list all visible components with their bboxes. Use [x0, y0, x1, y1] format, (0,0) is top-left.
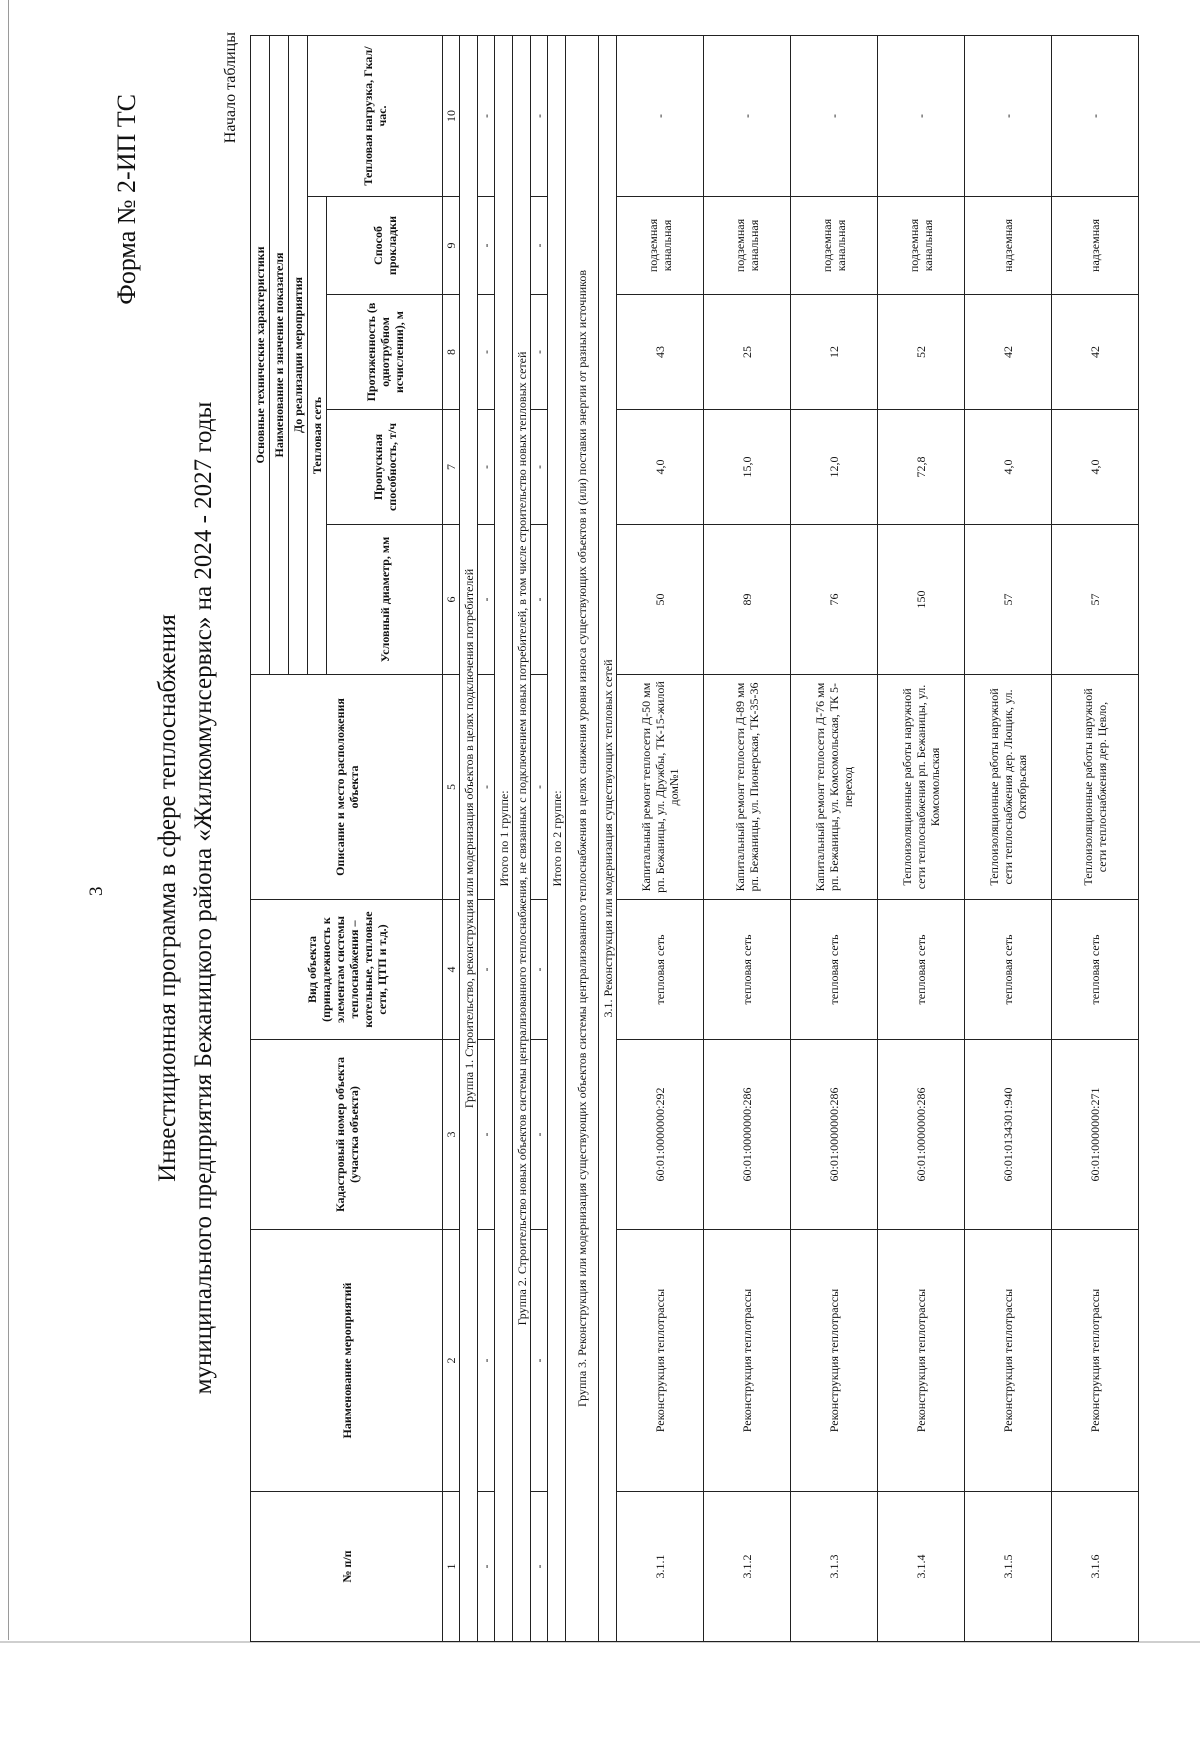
row-throughput: 72,8: [878, 410, 965, 525]
cell-dash: -: [531, 525, 548, 675]
row-load: -: [878, 35, 965, 196]
row-laying: надземная: [1052, 197, 1139, 295]
cell-dash: -: [478, 35, 495, 196]
row-load: -: [965, 35, 1052, 196]
group2-total: Итого по 2 группе:: [548, 35, 566, 1641]
row-num: 3.1.3: [791, 1492, 878, 1642]
row-length: 42: [965, 295, 1052, 410]
header-before: До реализации мероприятия: [289, 35, 308, 674]
subgroup-3-1-heading: 3.1. Реконструкция или модернизация существующих тепловых сетей: [599, 35, 617, 1641]
cell-dash: -: [531, 1492, 548, 1642]
cell-dash: -: [531, 900, 548, 1040]
header-description: Описание и место расположения объекта: [251, 675, 443, 900]
col-number: 6: [443, 525, 460, 675]
document-title-line2: муниципального предприятия Бежаницкого района «Жилкоммунсервис» на 2024 - 2027 годы: [190, 401, 217, 1395]
row-cadastral: 60:01:0000000:286: [878, 1040, 965, 1230]
row-num: 3.1.5: [965, 1492, 1052, 1642]
row-name: Реконструкция теплотрассы: [878, 1230, 965, 1492]
header-type: Вид объекта (принадлежность к элементам системы теплоснабжения – котельные, тепловые сети, ЦТП и т.д.): [251, 900, 443, 1040]
col-number: 3: [443, 1040, 460, 1230]
document-title-line1: Инвестиционная программа в сфере теплоснабжения: [154, 614, 181, 1182]
page-number: 3: [86, 886, 107, 896]
row-load: -: [791, 35, 878, 196]
cell-dash: -: [478, 900, 495, 1040]
header-main-specs: Основные технические характеристики: [251, 35, 270, 674]
header-laying: Способ прокладки: [327, 197, 443, 295]
row-type: тепловая сеть: [617, 900, 704, 1040]
cell-dash: -: [531, 35, 548, 196]
group1-heading: Группа 1. Строительство, реконструкция или модернизация объектов в целях подключения потребителей: [460, 35, 478, 1641]
row-description: Теплоизоляционные работы наружной сети теплоснабжения рп. Бежаницы, ул. Комсомольская: [878, 675, 965, 900]
row-throughput: 12,0: [791, 410, 878, 525]
row-name: Реконструкция теплотрассы: [791, 1230, 878, 1492]
row-num: 3.1.2: [704, 1492, 791, 1642]
cell-dash: -: [531, 1040, 548, 1230]
row-laying: надземная: [965, 197, 1052, 295]
row-diameter: 57: [965, 525, 1052, 675]
cell-dash: -: [531, 197, 548, 295]
col-number: 5: [443, 675, 460, 900]
header-heat-network: Тепловая сеть: [308, 197, 327, 675]
row-load: -: [1052, 35, 1139, 196]
group3-heading: Группа 3. Реконструкция или модернизация существующих объектов системы централизованного теплоснабжения в целях снижения уровня износа существующих объектов и (или) поставки энергии от разных источников: [566, 35, 599, 1641]
table-row: [791, 35, 878, 1641]
cell-dash: -: [531, 675, 548, 900]
row-length: 25: [704, 295, 791, 410]
header-indicator: Наименование и значение показателя: [270, 35, 289, 674]
cell-dash: -: [478, 675, 495, 900]
col-number: 1: [443, 1492, 460, 1642]
row-cadastral: 60:01:0000000:292: [617, 1040, 704, 1230]
table-row: [965, 35, 1052, 1641]
row-name: Реконструкция теплотрассы: [704, 1230, 791, 1492]
row-cadastral: 60:01:0000000:271: [1052, 1040, 1139, 1230]
col-number: 9: [443, 197, 460, 295]
col-number: 7: [443, 410, 460, 525]
row-description: Капитальный ремонт теплосети Д-89 мм рп. Бежаницы, ул. Пионерская, ТК-35-36: [704, 675, 791, 900]
row-load: -: [704, 35, 791, 196]
row-diameter: 150: [878, 525, 965, 675]
row-type: тепловая сеть: [704, 900, 791, 1040]
col-number: 4: [443, 900, 460, 1040]
row-throughput: 4,0: [617, 410, 704, 525]
row-throughput: 4,0: [1052, 410, 1139, 525]
row-description: Капитальный ремонт теплосети Д-76 мм рп. Бежаницы, ул. Комсомольская, ТК 5- переход: [791, 675, 878, 900]
header-length: Протяженность (в однотрубном исчислении), м: [327, 295, 443, 410]
form-label: Форма № 2-ИП ТС: [112, 94, 141, 305]
row-throughput: 4,0: [965, 410, 1052, 525]
table-note: Начало таблицы: [222, 32, 239, 144]
row-description: Теплоизоляционные работы наружной сети теплоснабжения дер. Цевло,: [1052, 675, 1139, 900]
table-row: [704, 35, 791, 1641]
row-cadastral: 60:01:0000000:286: [791, 1040, 878, 1230]
row-laying: подземная канальная: [878, 197, 965, 295]
cell-dash: -: [478, 410, 495, 525]
row-diameter: 57: [1052, 525, 1139, 675]
cell-dash: -: [478, 1040, 495, 1230]
header-cadastral: Кадастровый номер объекта (участка объекта): [251, 1040, 443, 1230]
row-laying: подземная канальная: [704, 197, 791, 295]
investment-table: [250, 35, 1139, 1642]
table-row: [617, 35, 704, 1641]
row-type: тепловая сеть: [1052, 900, 1139, 1040]
row-length: 42: [1052, 295, 1139, 410]
column-number-row: [443, 35, 460, 1641]
cell-dash: -: [531, 1230, 548, 1492]
row-length: 52: [878, 295, 965, 410]
row-diameter: 76: [791, 525, 878, 675]
row-num: 3.1.6: [1052, 1492, 1139, 1642]
row-diameter: 50: [617, 525, 704, 675]
row-num: 3.1.1: [617, 1492, 704, 1642]
col-number: 8: [443, 295, 460, 410]
cell-dash: -: [531, 410, 548, 525]
row-length: 43: [617, 295, 704, 410]
header-num: № п/п: [251, 1492, 443, 1642]
table-row: [1052, 35, 1139, 1641]
row-cadastral: 60:01:0000000:286: [704, 1040, 791, 1230]
header-throughput: Пропускная способность, т/ч: [327, 410, 443, 525]
group2-heading: Группа 2. Строительство новых объектов системы централизованного теплоснабжения, не связанных с подключением новых потребителей, в том числе строительство новых тепловых сетей: [513, 35, 531, 1641]
row-load: -: [617, 35, 704, 196]
cell-dash: -: [478, 197, 495, 295]
row-name: Реконструкция теплотрассы: [617, 1230, 704, 1492]
row-num: 3.1.4: [878, 1492, 965, 1642]
row-laying: подземная канальная: [791, 197, 878, 295]
row-type: тепловая сеть: [791, 900, 878, 1040]
table-row: [878, 35, 965, 1641]
cell-dash: -: [478, 1230, 495, 1492]
cell-dash: -: [531, 295, 548, 410]
row-description: Капитальный ремонт теплосети Д-50 мм рп. Бежаницы, ул. Дружбы, ТК-15-жилой дом№1: [617, 675, 704, 900]
cell-dash: -: [478, 1492, 495, 1642]
col-number: 2: [443, 1230, 460, 1492]
row-diameter: 89: [704, 525, 791, 675]
cell-dash: -: [478, 525, 495, 675]
group1-total: Итого по 1 группе:: [495, 35, 513, 1641]
row-throughput: 15,0: [704, 410, 791, 525]
col-number: 10: [443, 35, 460, 196]
row-name: Реконструкция теплотрассы: [965, 1230, 1052, 1492]
row-type: тепловая сеть: [878, 900, 965, 1040]
cell-dash: -: [478, 295, 495, 410]
row-laying: подземная канальная: [617, 197, 704, 295]
header-diameter: Условный диаметр, мм: [327, 525, 443, 675]
row-description: Теплоизоляционные работы наружной сети теплоснабжения дер. Лющик, ул. Октябрьская: [965, 675, 1052, 900]
header-name: Наименование мероприятий: [251, 1230, 443, 1492]
row-type: тепловая сеть: [965, 900, 1052, 1040]
row-cadastral: 60:01:0134301:940: [965, 1040, 1052, 1230]
header-load: Тепловая нагрузка, Гкал/час.: [308, 35, 443, 196]
row-length: 12: [791, 295, 878, 410]
row-name: Реконструкция теплотрассы: [1052, 1230, 1139, 1492]
